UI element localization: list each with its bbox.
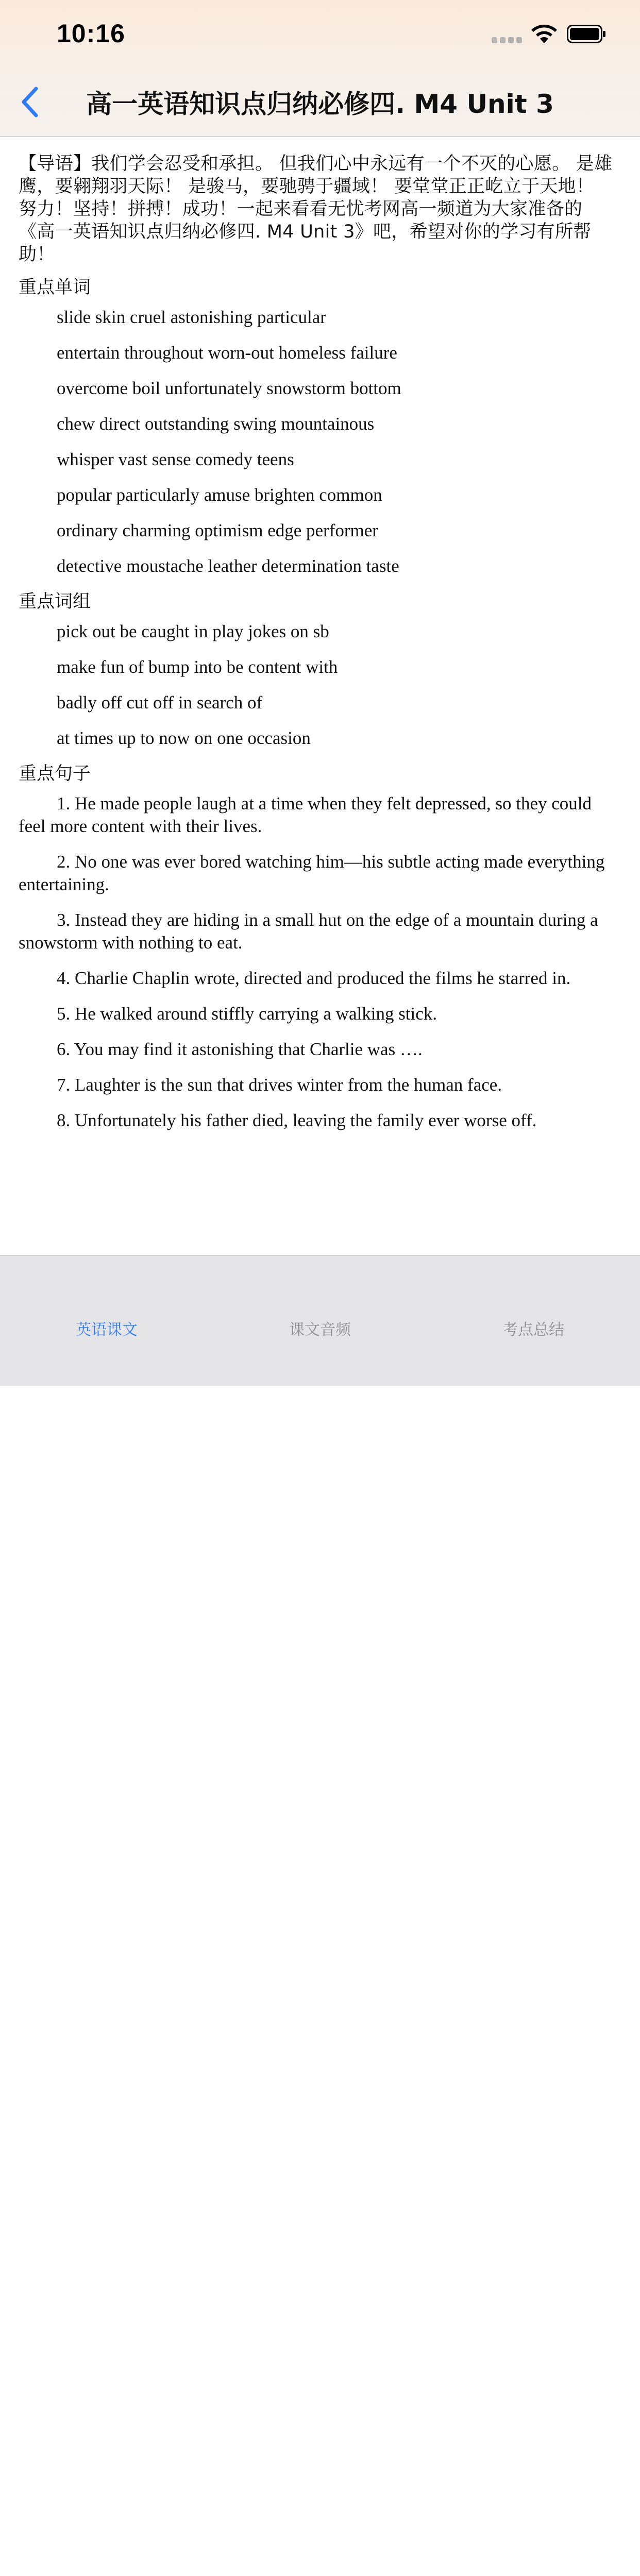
sentence-item: 3. Instead they are hiding in a small hut on the edge of a mountain during a snowstorm with nothing to eat. [19,910,598,953]
sentence-item: 7. Laughter is the sun that drives winter from the human face. [57,1075,502,1095]
section-title-words: 重点单词 [19,277,91,298]
sentence-item: 6. You may find it astonishing that Charlie was …. [57,1039,423,1059]
navigation-header [0,0,640,137]
word-line: slide skin cruel astonishing particular [57,307,326,327]
phrase-line: pick out be caught in play jokes on sb [57,621,329,641]
word-line: entertain throughout worn-out homeless failure [57,343,397,363]
sentence-item: 2. No one was ever bored watching him—his subtle acting made everything entertaining. [19,852,605,894]
phrase-line: at times up to now on one occasion [57,728,311,748]
word-line: ordinary charming optimism edge performer [57,520,378,540]
wifi-icon [530,23,559,45]
tab-bar [0,1255,640,1386]
section-title-phrases: 重点词组 [19,591,91,612]
sentence-item: 4. Charlie Chaplin wrote, directed and produced the films he starred in. [57,968,571,988]
tab-text-audio[interactable]: 课文音频 [289,1321,351,1339]
word-line: whisper vast sense comedy teens [57,449,294,469]
word-line: popular particularly amuse brighten common [57,485,382,505]
status-time: 10:16 [57,19,125,48]
phrase-line: make fun of bump into be content with [57,657,338,677]
tab-english-text[interactable]: 英语课文 [76,1321,138,1339]
chevron-left-icon [20,87,40,117]
sentence-item: 8. Unfortunately his father died, leaving the family ever worse off. [57,1110,537,1130]
article-content [19,152,616,1145]
word-line: overcome boil unfortunately snowstorm bottom [57,378,401,398]
back-button[interactable] [14,81,45,123]
tab-exam-summary[interactable]: 考点总结 [502,1321,564,1339]
battery-icon [567,25,606,43]
section-title-sentences: 重点句子 [19,764,91,784]
intro-paragraph: 【导语】我们学会忍受和承担。 但我们心中永远有一个不灭的心愿。 是雄鹰，要翱翔羽天际！ 是骏马，要驰骋于疆域！ 要堂堂正正屹立于天地！ 努力！坚持！拼搏！成功！一起来看看无忧考网高一频道为大家准备的《高一英语知识点归纳必修四. M4 Unit 3》吧，希望对你的学习有所帮助！ [19,154,613,265]
page-title: 高一英语知识点归纳必修四. M4 Unit 3 [86,89,554,119]
cellular-signal-icon [492,37,523,44]
sentence-item: 5. He walked around stiffly carrying a walking stick. [57,1004,437,1024]
word-line: chew direct outstanding swing mountainous [57,414,375,434]
word-line: detective moustache leather determination taste [57,556,399,576]
sentence-item: 1. He made people laugh at a time when they felt depressed, so they could feel more content with their lives. [19,793,592,836]
phrase-line: badly off cut off in search of [57,692,263,713]
